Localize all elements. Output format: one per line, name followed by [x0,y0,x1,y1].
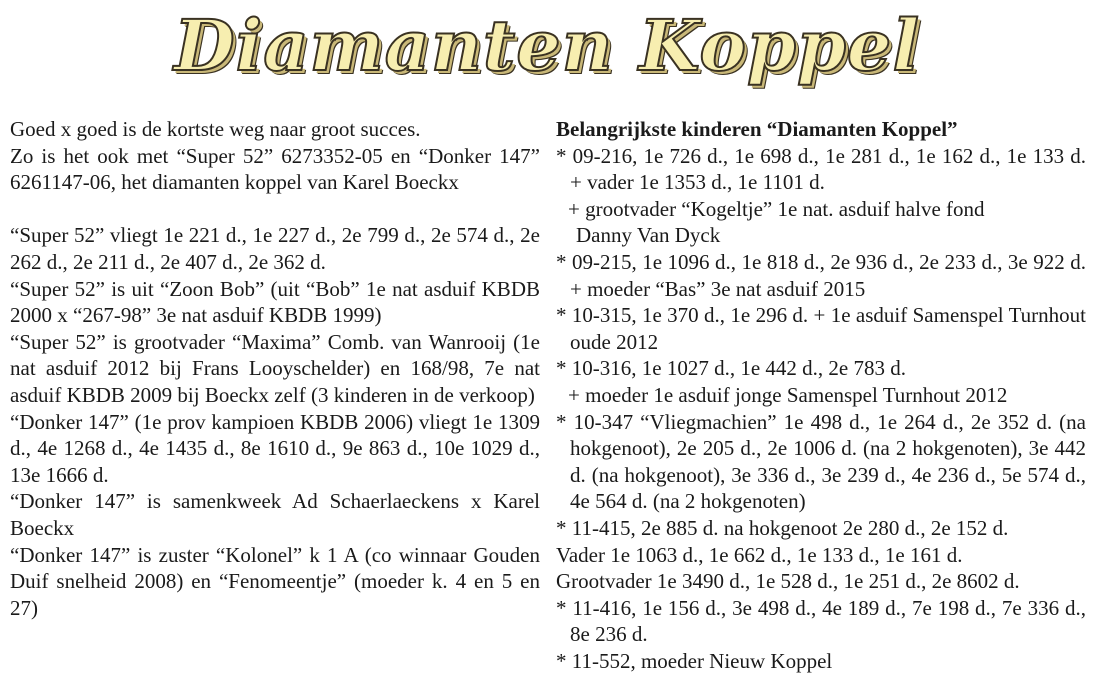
child-09-216-grandfather: + grootvader “Kogeltje” 1e nat. asduif halve fond [568,196,985,221]
paragraph-super52-results: “Super 52” vliegt 1e 221 d., 1e 227 d., 2e 799 d., 2e 574 d., 2e 262 d., 2e 211 d., 2e 407 d., 2e 362 d. [10,223,540,274]
child-10-316-mother: + moeder 1e asduif jonge Samenspel Turnhout 2012 [568,382,1008,407]
child-11-552: * 11-552, moeder Nieuw Koppel [556,648,833,673]
child-11-415-father: Vader 1e 1063 d., 1e 662 d., 1e 133 d., 1e 161 d. [556,542,963,567]
child-11-416: * 11-416, 1e 156 d., 3e 498 d., 4e 189 d., 7e 198 d., 7e 336 d., 8e 236 d. [556,595,1086,647]
child-10-347: * 10-347 “Vliegmachien” 1e 498 d., 1e 264 d., 2e 352 d. (na hokgenoot), 2e 205 d., 2e 1006 d. (na 2 hokgenoten), 3e 442 d. (na hokgenoot), 3e 336 d., 3e 239 d., 4e 236 d., 5e 574 d., 4e 564 d. (na 2 hokgenoten) [556,409,1086,514]
paragraph-super52-grandchild: “Super 52” is grootvader “Maxima” Comb. van Wanrooij (1e nat asduif 2012 bij Frans Looyschelder) en 168/98, 7e nat asduif KBDB 2009 bij Boeckx zelf (3 kinderen in de verkoop) [10,329,540,407]
intro-line: Goed x goed is de kortste weg naar groot succes. [10,117,421,141]
paragraph-donker147-siblings: “Donker 147” is zuster “Kolonel” k 1 A (co winnaar Gouden Duif snelheid 2008) en “Fenomeentje” (moeder k. 4 en 5 en 27) [10,542,540,620]
right-column [556,116,1086,674]
child-09-216: * 09-216, 1e 726 d., 1e 698 d., 1e 281 d., 1e 162 d., 1e 133 d. + vader 1e 1353 d., 1e 1101 d. [556,143,1086,195]
child-11-415-grandfather: Grootvader 1e 3490 d., 1e 528 d., 1e 251 d., 2e 8602 d. [556,569,1020,594]
spacer [10,196,540,223]
child-09-216-breeder: Danny Van Dyck [576,223,721,248]
paragraph-super52-parents: “Super 52” is uit “Zoon Bob” (uit “Bob” 1e nat asduif KBDB 2000 x “267-98” 3e nat asduif KBDB 1999) [10,276,540,328]
paragraph-donker147-origin: “Donker 147” is samenkweek Ad Schaerlaeckens x Karel Boeckx [10,489,540,540]
child-10-315: * 10-315, 1e 370 d., 1e 296 d. + 1e asduif Samenspel Turnhout oude 2012 [556,303,1086,354]
child-09-215: * 09-215, 1e 1096 d., 1e 818 d., 2e 936 d., 2e 233 d., 3e 922 d. + moeder “Bas” 3e nat asduif 2015 [556,249,1086,301]
left-column [10,116,540,621]
paragraph-donker147-results: “Donker 147” (1e prov kampioen KBDB 2006) vliegt 1e 1309 d., 4e 1268 d., 4e 1435 d., 8e 1610 d., 9e 863 d., 10e 1029 d., 13e 1666 d. [10,409,540,487]
intro-paragraph: Zo is het ook met “Super 52” 6273352-05 en “Donker 147” 6261147-06, het diamanten koppel van Karel Boeckx [10,143,540,195]
page-title: Diamanten Koppel [173,4,921,87]
children-heading: Belangrijkste kinderen “Diamanten Koppel” [556,117,958,141]
child-10-316: * 10-316, 1e 1027 d., 1e 442 d., 2e 783 d. [556,356,906,381]
child-11-415: * 11-415, 2e 885 d. na hokgenoot 2e 280 d., 2e 152 d. [556,515,1009,540]
